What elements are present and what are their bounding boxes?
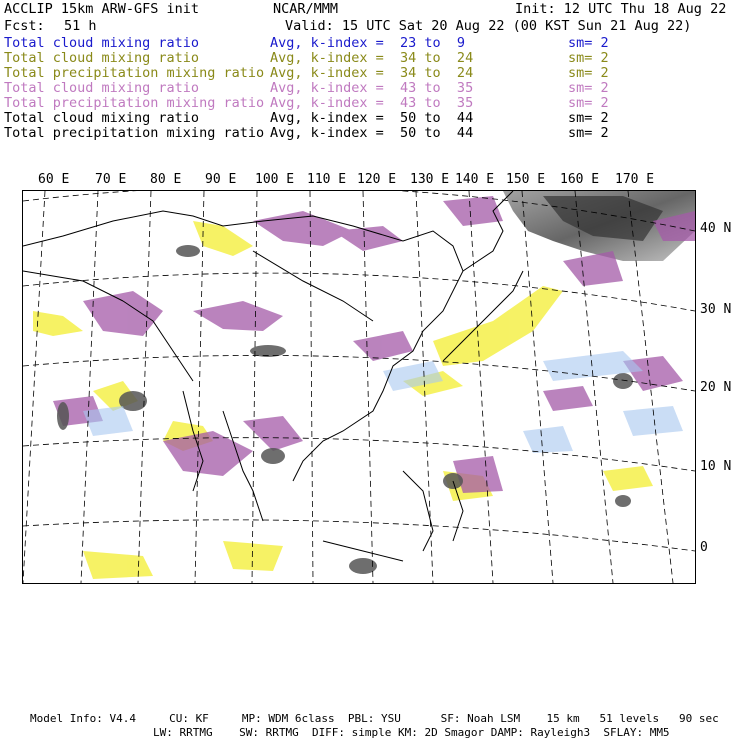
map-svg: [23, 191, 695, 583]
valid-time: Valid: 15 UTC Sat 20 Aug 22 (00 KST Sun 21 Aug 22): [285, 18, 692, 34]
longitude-label: 150 E: [506, 172, 546, 187]
field-smoothing: sm= 2: [568, 95, 609, 111]
footer-model-info: Model Info: V4.4 CU: KF MP: WDM 6class PBL: YSU SF: Noah LSM 15 km 51 levels 90 sec: [30, 712, 719, 725]
field-k-index: Avg, k-index = 50 to 44: [270, 110, 474, 126]
field-k-index: Avg, k-index = 43 to 35: [270, 80, 474, 96]
latitude-label: 10 N: [700, 459, 732, 474]
field-smoothing: sm= 2: [568, 110, 609, 126]
longitude-label: 110 E: [307, 172, 347, 187]
longitude-label: 80 E: [150, 172, 182, 187]
field-k-index: Avg, k-index = 43 to 35: [270, 95, 474, 111]
map-panel: [22, 190, 696, 584]
longitude-label: 120 E: [357, 172, 397, 187]
field-k-index: Avg, k-index = 23 to 9: [270, 35, 466, 51]
longitude-label: 60 E: [38, 172, 70, 187]
field-smoothing: sm= 2: [568, 65, 609, 81]
longitude-label: 130 E: [410, 172, 450, 187]
latitude-label: 20 N: [700, 380, 732, 395]
field-smoothing: sm= 2: [568, 35, 609, 51]
field-name: Total cloud mixing ratio: [4, 35, 200, 51]
latitude-label: 0: [700, 540, 708, 555]
footer-physics-info: LW: RRTMG SW: RRTMG DIFF: simple KM: 2D Smagor DAMP: Rayleigh3 SFLAY: MM5: [153, 726, 670, 739]
forecast-hour: 51 h: [64, 18, 97, 34]
longitude-label: 140 E: [455, 172, 495, 187]
field-k-index: Avg, k-index = 50 to 44: [270, 125, 474, 141]
field-name: Total cloud mixing ratio: [4, 50, 200, 66]
latitude-label: 40 N: [700, 221, 732, 236]
longitude-label: 90 E: [205, 172, 237, 187]
field-name: Total precipitation mixing ratio: [4, 125, 265, 141]
field-smoothing: sm= 2: [568, 125, 609, 141]
center-label: NCAR/MMM: [273, 1, 339, 17]
latitude-label: 30 N: [700, 302, 732, 317]
init-time: Init: 12 UTC Thu 18 Aug 22: [515, 1, 727, 17]
field-name: Total cloud mixing ratio: [4, 80, 200, 96]
field-name: Total precipitation mixing ratio: [4, 95, 265, 111]
model-title: ACCLIP 15km ARW-GFS init: [4, 1, 200, 17]
field-name: Total cloud mixing ratio: [4, 110, 200, 126]
field-smoothing: sm= 2: [568, 80, 609, 96]
longitude-label: 160 E: [560, 172, 600, 187]
longitude-label: 70 E: [95, 172, 127, 187]
forecast-label: Fcst:: [4, 18, 45, 34]
field-name: Total precipitation mixing ratio: [4, 65, 265, 81]
field-k-index: Avg, k-index = 34 to 24: [270, 50, 474, 66]
field-k-index: Avg, k-index = 34 to 24: [270, 65, 474, 81]
longitude-label: 170 E: [615, 172, 655, 187]
field-smoothing: sm= 2: [568, 50, 609, 66]
longitude-label: 100 E: [255, 172, 295, 187]
